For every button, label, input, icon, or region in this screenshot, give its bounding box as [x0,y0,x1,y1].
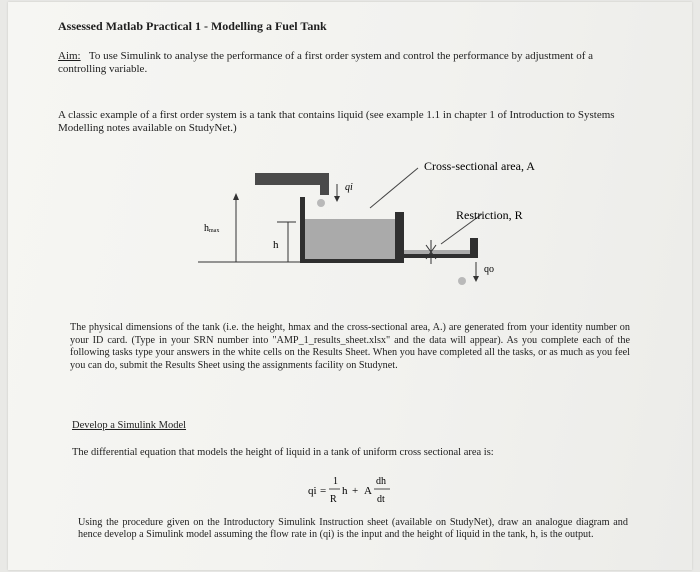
qo-label: qo [484,264,494,275]
eq-frac1-den: R [330,494,337,505]
diff-eq-intro: The differential equation that models the height of liquid in a tank of uniform cross sectional area is: [72,447,494,458]
intro-paragraph: A classic example of a first order system is a tank that contains liquid (see example 1.1 in chapter 1 of Introduction to Systems Modelling notes available on StudyNet.) [58,109,615,134]
procedure-paragraph: Using the procedure given on the Introductory Simulink Instruction sheet (available on StudyNet), draw an analogue diagram and hence develop a Simulink model assuming the flow rate in (qi) is the input and the height of liquid in the tank, h, is the output. [78,517,628,541]
eq-lhs: qi [308,485,317,497]
aim-text: To use Simulink to analyse the performance of a first order system and control the performance by adjustment of a controlling variable. [58,50,594,75]
hmax-label: hmax [204,223,220,234]
h-label: h [273,239,279,251]
eq-frac2-den: dt [377,494,385,505]
aim-label: Aim: [58,50,81,62]
physical-dimensions-paragraph: The physical dimensions of the tank (i.e. the height, hmax and the cross-sectional area, A.) are generated from your identity number on your ID card. (Type in your SRN number into "AMP_1_results_sheet.xlsx" and the data will appear). As you complete each of the following tasks type your answers in the white cells on the Results Sheet. When you have completed all the tasks, or as much as you feel you can do, submit the Results Sheet using the assignments facility on Studynet. [70,322,630,371]
eq-h: h [342,485,348,497]
area-label: Cross-sectional area, A [424,159,535,173]
eq-frac1-num: 1 [333,476,338,487]
eq-frac2-num: dh [376,476,386,487]
section-heading: Develop a Simulink Model [72,420,187,431]
eq-equals: = [320,485,327,497]
eq-plus: + [352,485,359,497]
qi-label: qi [345,182,353,193]
eq-A: A [364,485,372,497]
restriction-label: Restriction, R [456,208,523,222]
hmax-subscript: max [209,228,220,234]
page-title: Assessed Matlab Practical 1 - Modelling a Fuel Tank [58,19,327,33]
